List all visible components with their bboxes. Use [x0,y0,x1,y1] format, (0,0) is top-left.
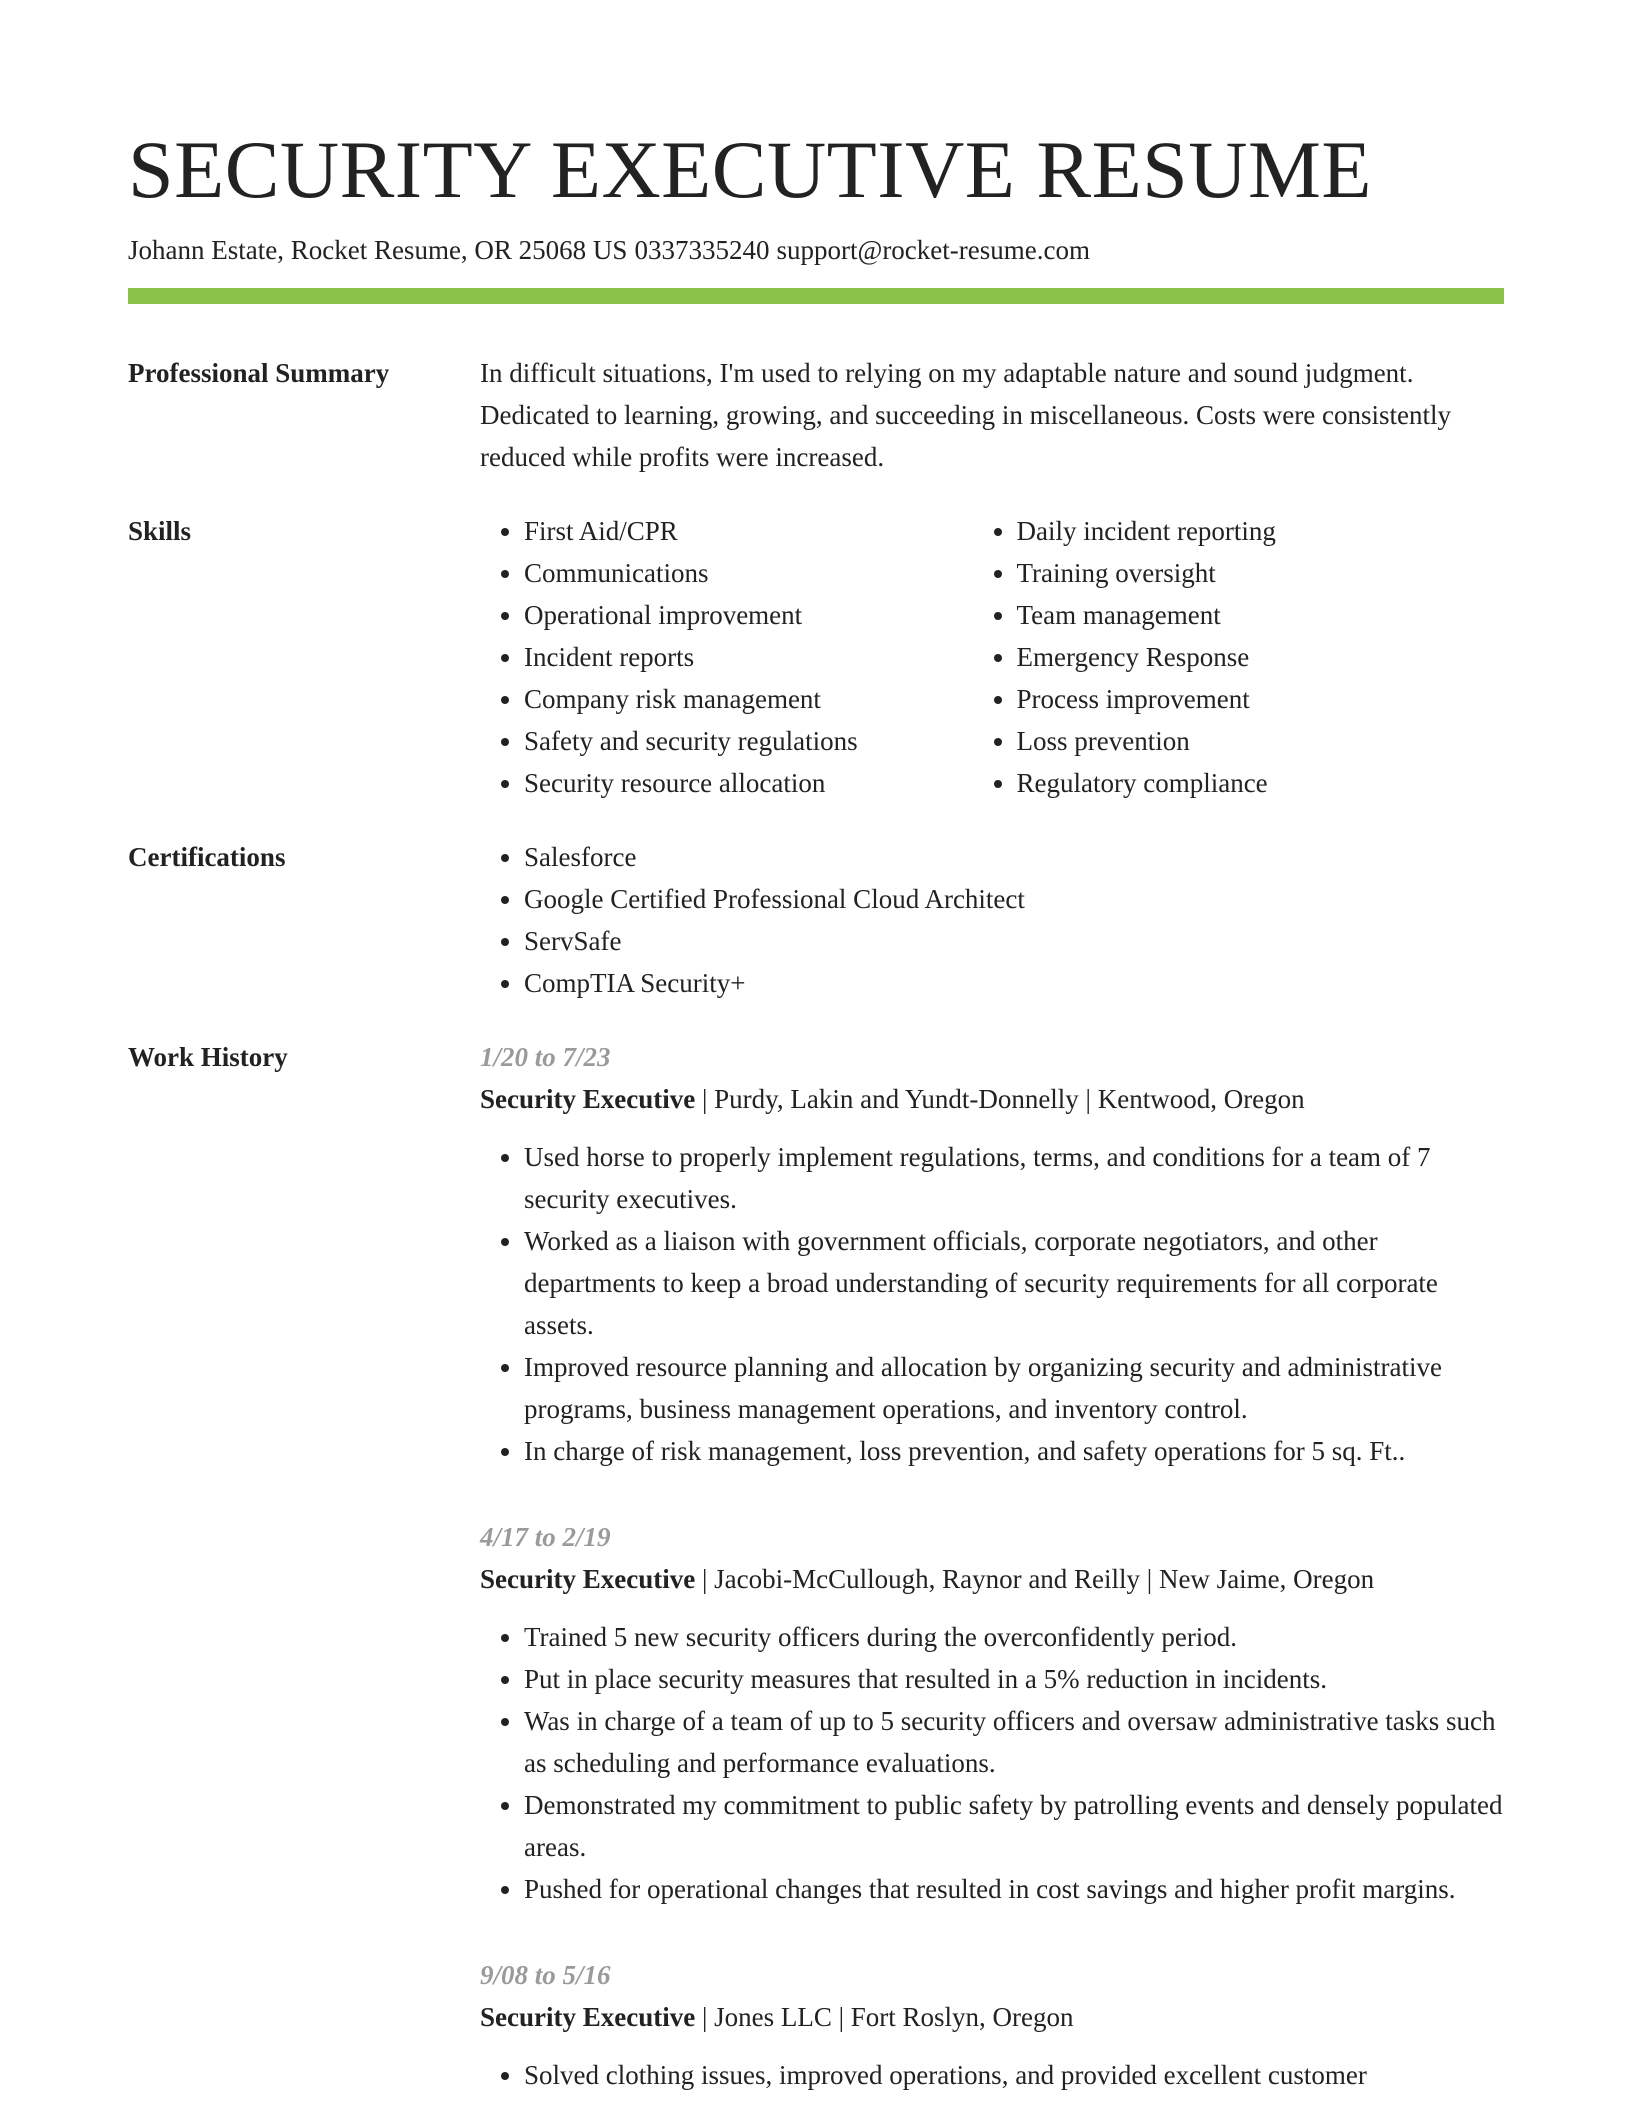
job-entry [480,1516,1504,1910]
job-heading [480,1996,1504,2038]
job-bullets [480,2054,1504,2096]
job-bullet: • In charge of risk management, loss prevention, and safety operations for 5 sq. Ft.. [524,1430,1504,1472]
skill-item: • Daily incident reporting [1017,510,1505,552]
job-company-location: | Jones LLC | Fort Roslyn, Oregon [695,2002,1074,2032]
skill-item: • Operational improvement [524,594,973,636]
contact-line [128,232,1504,268]
skill-item: • Process improvement [1017,678,1505,720]
certification-item: • ServSafe [524,920,1504,962]
skill-item: • Loss prevention [1017,720,1505,762]
skill-item: • Team management [1017,594,1505,636]
skill-item: • Communications [524,552,973,594]
job-heading [480,1558,1504,1600]
section-label-summary: Professional Summary [128,358,390,388]
skills-list-left [480,510,973,804]
job-title: Security Executive [480,1564,696,1594]
skill-item: • Safety and security regulations [524,720,973,762]
skill-item: • Company risk management [524,678,973,720]
job-bullet: • Trained 5 new security officers during the overconfidently period. [524,1616,1504,1658]
contact-email: support@rocket-resume.com [776,235,1090,265]
certification-item: • CompTIA Security+ [524,962,1504,1004]
skill-item: • Training oversight [1017,552,1505,594]
contact-address: Johann Estate, Rocket Resume, OR 25068 US [128,235,628,265]
resume-page [128,0,1504,2096]
jobs-container [480,1036,1504,2096]
job-bullet: • Solved clothing issues, improved operations, and provided excellent customer [524,2054,1504,2096]
job-bullet: • Used horse to properly implement regulations, terms, and conditions for a team of 7 security executives. [524,1136,1504,1220]
job-bullet: • Was in charge of a team of up to 5 security officers and oversaw administrative tasks such as scheduling and performance evaluations. [524,1700,1504,1784]
job-entry [480,1954,1504,2096]
job-heading [480,1078,1504,1120]
section-label-skills: Skills [128,516,192,546]
skill-item: • Regulatory compliance [1017,762,1505,804]
job-bullet: • Pushed for operational changes that resulted in cost savings and higher profit margins. [524,1868,1504,1910]
skill-item: • First Aid/CPR [524,510,973,552]
skills-list-right [973,510,1505,804]
section-label-certifications: Certifications [128,842,286,872]
job-company-location: | Jacobi-McCullough, Raynor and Reilly | New Jaime, Oregon [695,1564,1375,1594]
job-entry [480,1036,1504,1472]
job-title: Security Executive [480,2002,696,2032]
job-bullet: • Demonstrated my commitment to public safety by patrolling events and densely populated areas. [524,1784,1504,1868]
skill-item: • Incident reports [524,636,973,678]
skill-item: • Emergency Response [1017,636,1505,678]
job-bullet: • Improved resource planning and allocation by organizing security and administrative programs, business management operations, and inventory control. [524,1346,1504,1430]
job-title: Security Executive [480,1084,696,1114]
work-history-section [128,1036,1504,2096]
job-bullets [480,1136,1504,1472]
certification-item: • Google Certified Professional Cloud Architect [524,878,1504,920]
job-bullet: • Worked as a liaison with government officials, corporate negotiators, and other departments to keep a broad understanding of security requirements for all corporate assets. [524,1220,1504,1346]
job-bullet: • Put in place security measures that resulted in a 5% reduction in incidents. [524,1658,1504,1700]
section-label-work-history: Work History [128,1042,288,1072]
job-dates: 4/17 to 2/19 [480,1522,611,1552]
header-divider [128,288,1504,304]
certifications-section [128,836,1504,1004]
contact-phone: 0337335240 [634,235,770,265]
job-dates: 9/08 to 5/16 [480,1960,611,1990]
summary-text: In difficult situations, I'm used to relying on my adaptable nature and sound judgment. Dedicated to learning, growing, and succeeding in miscellaneous. Costs were consistently reduced while profits were increased. [480,358,1451,472]
certifications-list [480,836,1504,1004]
skill-item: • Security resource allocation [524,762,973,804]
job-company-location: | Purdy, Lakin and Yundt-Donnelly | Kentwood, Oregon [695,1084,1305,1114]
job-bullets [480,1616,1504,1910]
certification-item: • Salesforce [524,836,1504,878]
skills-section [128,510,1504,804]
resume-title: SECURITY EXECUTIVE RESUME [128,124,1372,215]
job-dates: 1/20 to 7/23 [480,1042,611,1072]
summary-section [128,352,1504,478]
